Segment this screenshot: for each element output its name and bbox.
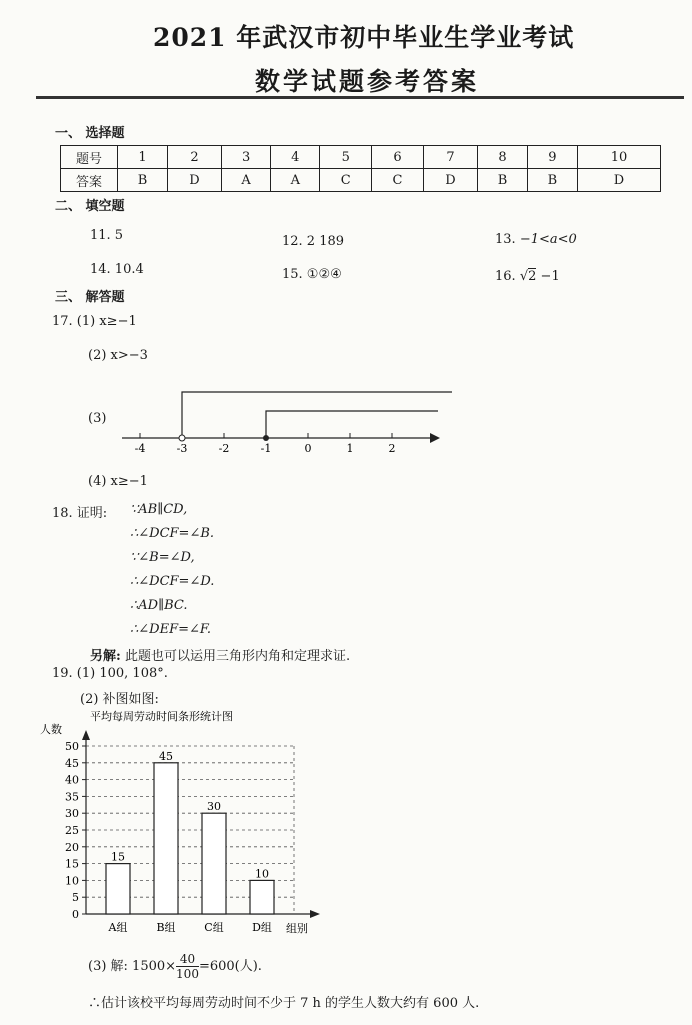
q18-alt-label: 另解: <box>90 649 121 664</box>
table-row-answers <box>61 169 661 192</box>
x-tick-label: C组 <box>204 921 224 934</box>
number-line <box>110 380 460 460</box>
y-tick-label: 20 <box>65 840 79 854</box>
y-tick-label: 40 <box>65 773 79 787</box>
q18-line5: ∴AD∥BC. <box>130 598 188 613</box>
answer-13 <box>495 232 577 247</box>
table-cell: 1 <box>118 146 168 169</box>
q18-line2: ∴∠DCF=∠B. <box>130 526 215 541</box>
q18-line6: ∴∠DEF=∠F. <box>130 622 212 637</box>
q18-alt <box>90 645 350 664</box>
answer-11: 11. 5 <box>90 228 124 243</box>
chart-ylabel: 人数 <box>40 723 62 736</box>
answer-table <box>60 145 661 192</box>
answer-14: 14. 10.4 <box>90 262 144 277</box>
axis-tick-label: 2 <box>388 442 396 455</box>
section-heading-choice: 一、 选择题 <box>55 126 125 141</box>
y-tick-label: 45 <box>65 756 79 770</box>
chart-bars <box>106 750 274 934</box>
x-tick-label: A组 <box>108 921 128 934</box>
table-cell: 8 <box>478 146 528 169</box>
q19-part3 <box>88 952 262 981</box>
q17-part1: 17. (1) x≥−1 <box>52 314 137 329</box>
fraction <box>176 952 199 981</box>
table-cell: 10 <box>577 146 660 169</box>
table-cell: B <box>118 169 168 192</box>
bar-value-label: 15 <box>111 850 125 864</box>
sqrt-radicand: 2 <box>528 269 537 284</box>
answer-13-value: −1<a<0 <box>519 232 577 247</box>
q18-lead: 18. 证明: <box>52 506 108 521</box>
x-tick-label: D组 <box>252 921 272 934</box>
section-heading-solve: 三、 解答题 <box>55 290 125 305</box>
solution-bracket-gt-minus3 <box>182 392 452 435</box>
q17-part3-label: (3) <box>88 411 107 426</box>
bar-value-label: 30 <box>207 800 221 814</box>
axis-tick-label: 1 <box>346 442 354 455</box>
y-tick-label: 35 <box>65 790 79 804</box>
closed-point-minus1 <box>263 435 269 441</box>
table-cell: D <box>577 169 660 192</box>
table-cell: 9 <box>527 146 577 169</box>
open-point-minus3 <box>179 435 185 441</box>
y-tick-label: 30 <box>65 807 79 821</box>
row-label-answer: 答案 <box>61 169 118 192</box>
y-tick-label: 15 <box>65 857 79 871</box>
table-cell: D <box>423 169 477 192</box>
y-tick-label: 50 <box>65 740 79 753</box>
table-cell: 6 <box>372 146 424 169</box>
answer-15: 15. ①②④ <box>282 267 342 282</box>
q17-part2: (2) x>−3 <box>88 348 148 363</box>
bar <box>106 864 130 914</box>
y-tick-label: 5 <box>72 891 79 905</box>
answer-16-rest: −1 <box>540 269 560 284</box>
axis-tick-label: 0 <box>304 442 312 455</box>
table-cell: C <box>372 169 424 192</box>
y-tick-label: 10 <box>65 874 79 888</box>
fraction-numerator: 40 <box>176 952 199 967</box>
table-cell: A <box>222 169 271 192</box>
solution-bracket-ge-minus1 <box>266 411 438 435</box>
table-cell: 2 <box>167 146 221 169</box>
answer-16 <box>495 269 560 284</box>
bar-value-label: 45 <box>159 749 173 763</box>
table-cell: 5 <box>320 146 372 169</box>
row-label-number: 题号 <box>61 146 118 169</box>
chart-x-arrow <box>310 910 320 918</box>
table-cell: 7 <box>423 146 477 169</box>
chart-y-arrow <box>82 730 90 740</box>
y-tick-label: 25 <box>65 824 79 837</box>
page-title: 2021 年武汉市初中毕业生学业考试 <box>153 23 575 52</box>
axis-tick-label: -2 <box>218 442 230 455</box>
axis-tick-label: -1 <box>260 442 272 455</box>
table-cell: C <box>320 169 372 192</box>
page-subtitle: 数学试题参考答案 <box>255 67 480 96</box>
chart-y-ticks <box>65 740 86 921</box>
bar-chart <box>40 706 340 942</box>
q19-part1: 19. (1) 100, 108°. <box>52 666 168 681</box>
table-cell: 3 <box>222 146 271 169</box>
q18-line1: ∵AB∥CD, <box>130 502 188 517</box>
axis-tick-label: -4 <box>134 442 146 455</box>
answer-13-number: 13. <box>495 232 516 247</box>
x-tick-label: B组 <box>156 921 176 934</box>
table-cell: B <box>527 169 577 192</box>
table-cell: D <box>167 169 221 192</box>
q18-line3: ∵∠B=∠D, <box>130 550 195 565</box>
answer-16-number: 16. <box>495 269 516 284</box>
y-tick-label: 0 <box>72 908 79 921</box>
bar <box>154 763 178 914</box>
chart-title: 平均每周劳动时间条形统计图 <box>90 710 233 723</box>
sqrt-sign: √ <box>519 269 529 284</box>
q19-conclusion: ∴估计该校平均每周劳动时间不少于 7 h 的学生人数大约有 600 人. <box>88 996 480 1011</box>
q19-part2: (2) 补图如图: <box>80 692 159 707</box>
q19-part3-pre: (3) 解: 1500× <box>88 959 177 974</box>
bar <box>250 880 274 914</box>
bar <box>202 813 226 914</box>
table-cell: B <box>478 169 528 192</box>
section-heading-fill: 二、 填空题 <box>55 199 125 214</box>
chart-xlabel: 组别 <box>286 922 308 935</box>
answer-12: 12. 2 189 <box>282 234 345 249</box>
number-line-arrow <box>430 433 440 443</box>
title-rule <box>36 96 684 99</box>
fraction-denominator: 100 <box>176 967 199 981</box>
bar-value-label: 10 <box>255 867 269 881</box>
q19-part3-post: =600(人). <box>198 959 262 974</box>
axis-tick-label: -3 <box>176 442 188 455</box>
table-cell: 4 <box>271 146 320 169</box>
table-row-numbers <box>61 146 661 169</box>
table-cell: A <box>271 169 320 192</box>
q18-line4: ∴∠DCF=∠D. <box>130 574 215 589</box>
q17-part4: (4) x≥−1 <box>88 474 148 489</box>
q18-alt-text: 此题也可以运用三角形内角和定理求证. <box>124 649 351 664</box>
